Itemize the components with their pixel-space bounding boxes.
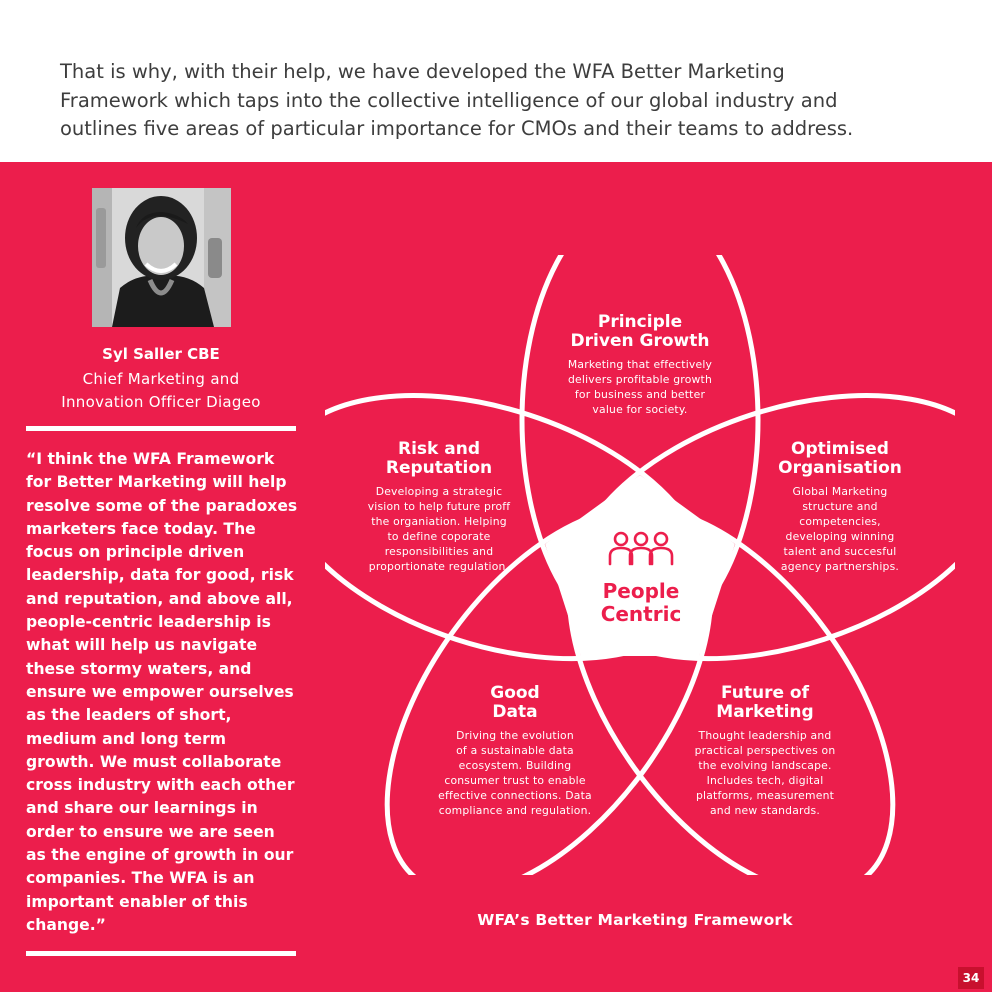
petal-title: Risk and Reputation bbox=[385, 439, 493, 478]
petal-body: Developing a strategic vision to help future proff the organiation. Helping to define coporate responsibilities and proportionate regulation. bbox=[367, 485, 511, 573]
center-label: People Centric bbox=[600, 579, 682, 626]
page-number: 34 bbox=[958, 967, 984, 989]
petal-principle-driven-growth bbox=[545, 313, 735, 417]
divider-top bbox=[26, 426, 296, 431]
person-role-line: Chief Marketing and bbox=[82, 370, 240, 388]
person-role bbox=[26, 368, 296, 414]
petal-risk-and-reputation bbox=[344, 440, 534, 574]
divider-bottom bbox=[26, 951, 296, 956]
person-name: Syl Saller CBE bbox=[102, 345, 220, 363]
petal-body: Thought leadership and practical perspectives on the evolving landscape. Includes tech, digital platforms, measurement and new standards. bbox=[694, 729, 836, 817]
petal-body: Marketing that effectively delivers profitable growth for business and better value for society. bbox=[567, 358, 713, 416]
petal-body: Global Marketing structure and competencies, developing winning talent and succesful agency partnerships. bbox=[780, 485, 900, 573]
petal-good-data bbox=[420, 684, 610, 818]
petal-body: Driving the evolution of a sustainable data ecosystem. Building consumer trust to enable effective connections. Data compliance and regulation. bbox=[438, 729, 592, 817]
intro-line: outlines five areas of particular importance for CMOs and their teams to address. bbox=[60, 117, 854, 140]
portrait-photo bbox=[92, 188, 231, 327]
pull-quote: “I think the WFA Framework for Better Marketing will help resolve some of the paradoxes marketers face today. The focus on principle driven leadership, data for good, risk and reputation, and above all, people-centric leadership is what will help us navigate these stormy waters, and ensure we empower ourselves as the leaders of short, medium and long term growth. We must collaborate cross industry with each other and share our learnings in order to ensure we are seen as the engine of growth in our companies. The WFA is an important enabler of this change.” bbox=[26, 450, 298, 934]
petal-title: Future of Marketing bbox=[716, 683, 814, 722]
intro-paragraph bbox=[60, 58, 940, 144]
people-group-icon bbox=[608, 530, 674, 568]
intro-line: That is why, with their help, we have developed the WFA Better Marketing bbox=[60, 60, 785, 83]
petal-title: Principle Driven Growth bbox=[570, 312, 710, 351]
person-role-line: Innovation Officer Diageo bbox=[61, 393, 261, 411]
diagram-caption: WFA’s Better Marketing Framework bbox=[477, 911, 793, 929]
petal-optimised-organisation bbox=[745, 440, 935, 574]
petal-future-of-marketing bbox=[670, 684, 860, 818]
petal-title: Optimised Organisation bbox=[778, 439, 902, 478]
petal-title: Good Data bbox=[490, 683, 540, 722]
intro-line: Framework which taps into the collective intelligence of our global industry and bbox=[60, 88, 838, 112]
